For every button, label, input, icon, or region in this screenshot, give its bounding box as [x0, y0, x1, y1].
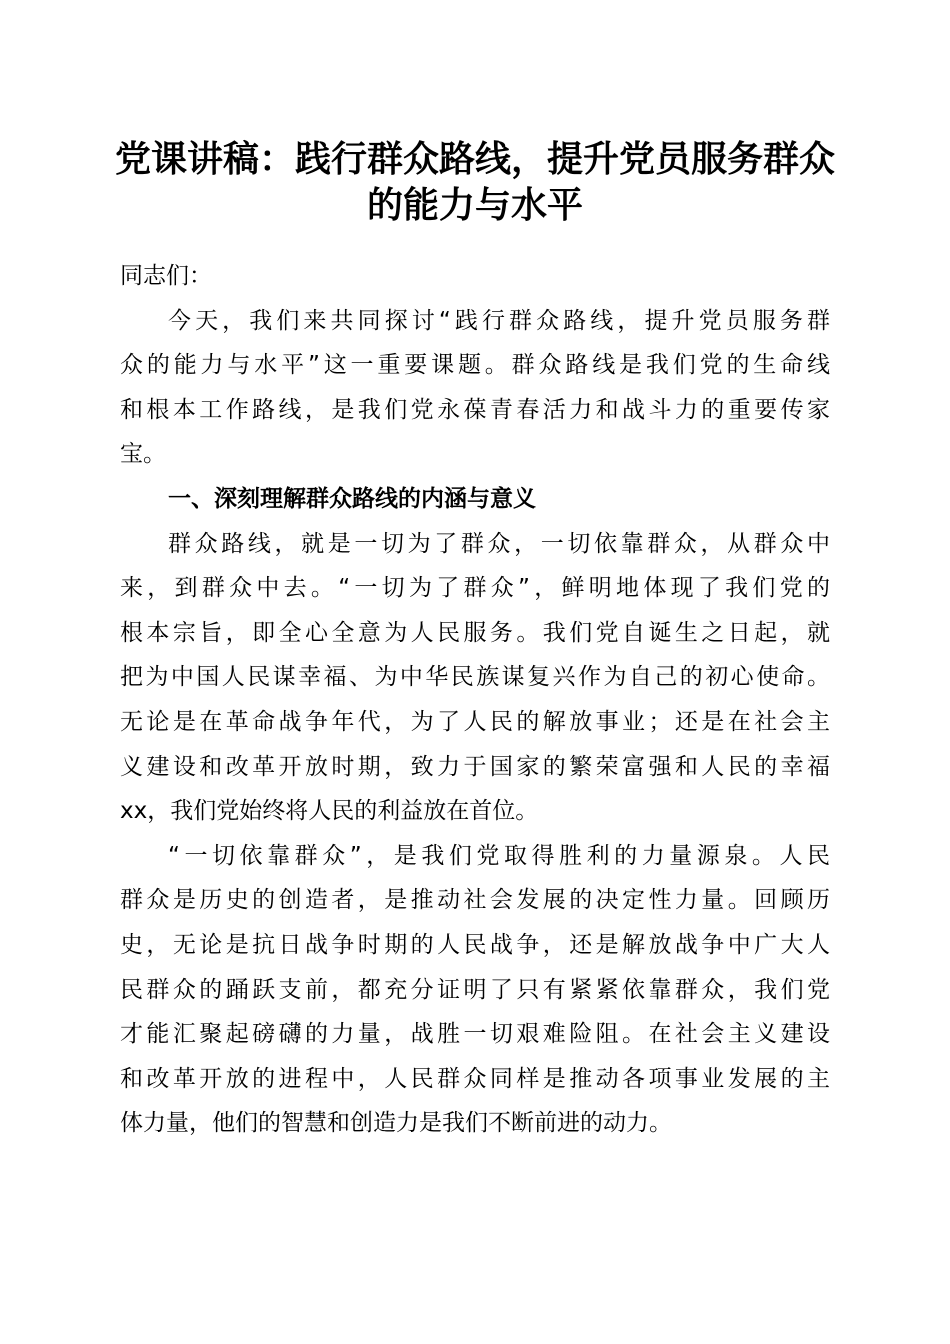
title-line-2: 的能力与水平 [366, 184, 583, 226]
section1-paragraph-1 [120, 522, 830, 834]
paragraph-line: 无论是在革命战争年代，为了人民的解放事业；还是在社会主 [120, 708, 830, 735]
document-body [120, 254, 830, 1146]
document-title [110, 136, 840, 228]
paragraph-line: 史，无论是抗日战争时期的人民战争，还是解放战争中广大人 [120, 931, 830, 958]
paragraph-line: 根本宗旨，即全心全意为人民服务。我们党自诞生之日起，就 [120, 619, 830, 646]
paragraph-line: 宝。 [120, 441, 166, 468]
section-heading: 一、深刻理解群众路线的内涵与意义 [168, 485, 536, 512]
paragraph-line: 把为中国人民谋幸福、为中华民族谋复兴作为自己的初心使命。 [120, 664, 830, 691]
paragraph-line: 群众路线，就是一切为了群众，一切依靠群众，从群众中 [168, 530, 830, 557]
paragraph-line: 民群众的踊跃支前，都充分证明了只有紧紧依靠群众，我们党 [120, 976, 830, 1003]
paragraph-line: 才能汇聚起磅礴的力量，战胜一切艰难险阻。在社会主义建设 [120, 1021, 830, 1048]
paragraph-line: “一切依靠群众”，是我们党取得胜利的力量源泉。人民 [168, 842, 830, 869]
paragraph-line: 和根本工作路线，是我们党永葆青春活力和战斗力的重要传家 [120, 396, 830, 423]
salutation: 同志们： [120, 263, 212, 289]
paragraph-line: 体力量，他们的智慧和创造力是我们不断前进的动力。 [120, 1110, 672, 1137]
paragraph-line: 今天，我们来共同探讨“践行群众路线，提升党员服务群 [168, 307, 830, 334]
title-line-1: 党课讲稿：践行群众路线，提升党员服务群众 [114, 138, 835, 180]
section1-paragraph-2 [120, 834, 830, 1146]
paragraph-line: xx，我们党始终将人民的利益放在首位。 [120, 798, 539, 825]
paragraph-line: 来，到群众中去。“一切为了群众”，鲜明地体现了我们党的 [120, 575, 830, 602]
intro-paragraph [120, 299, 830, 477]
paragraph-line: 群众是历史的创造者，是推动社会发展的决定性力量。回顾历 [120, 887, 830, 914]
paragraph-line: 众的能力与水平”这一重要课题。群众路线是我们党的生命线 [120, 352, 830, 379]
paragraph-line: 义建设和改革开放时期，致力于国家的繁荣富强和人民的幸福 [120, 753, 830, 780]
paragraph-line: 和改革开放的进程中，人民群众同样是推动各项事业发展的主 [120, 1065, 830, 1092]
